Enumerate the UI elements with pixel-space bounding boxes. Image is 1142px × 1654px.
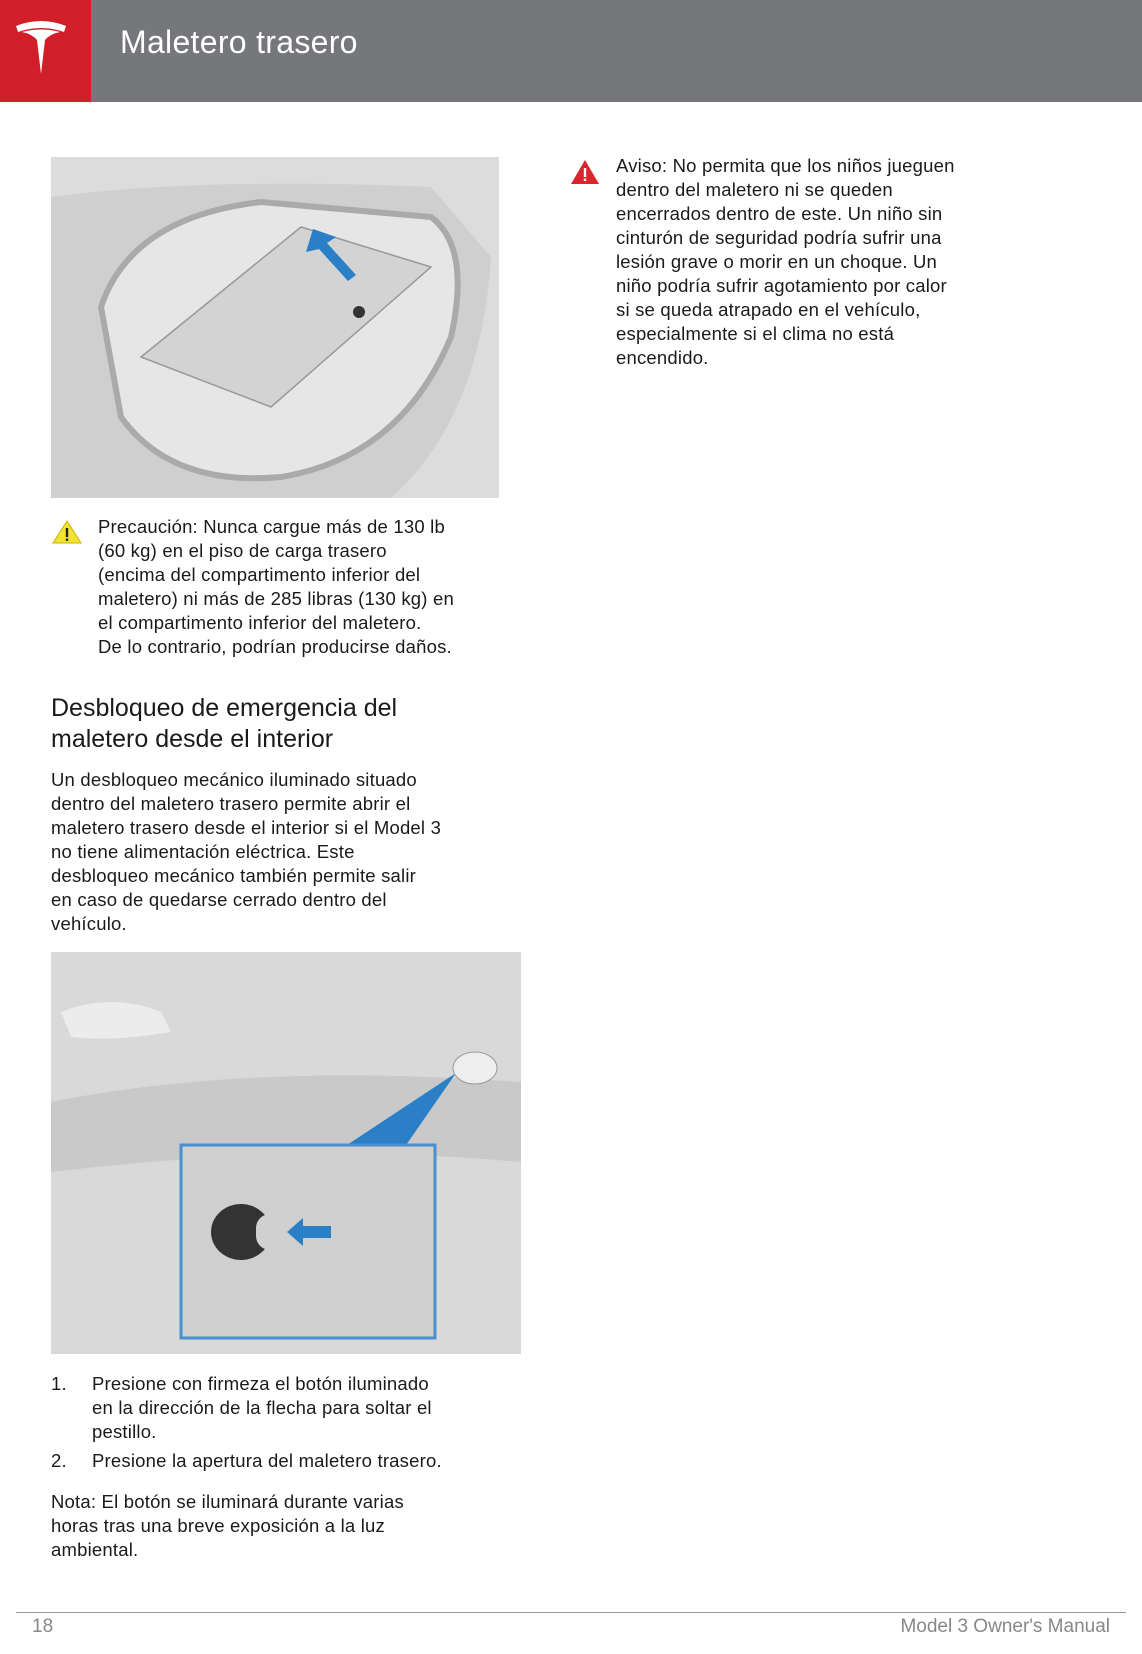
- warning-text: No permita que los niños jueguen dentro del maletero ni se queden encerrados dentro de este. Un niño sin cinturón de seguridad podría sufrir una lesión grave o morir en un choque. Un niño podría sufrir agotamiento por calor si se queda atrapado en el vehículo, especialmente si el clima no está encendido.: [616, 155, 955, 368]
- page-header: [0, 0, 1142, 102]
- note: [51, 1490, 404, 1562]
- warning-triangle-icon: [569, 158, 601, 191]
- step-text: Presione con firmeza el botón iluminado en la dirección de la flecha para soltar el pestillo.: [92, 1373, 432, 1442]
- step-item: [51, 1372, 442, 1444]
- caution-triangle-icon: [51, 519, 83, 550]
- step-text: Presione la apertura del maletero trasero.: [92, 1450, 442, 1471]
- caution-text: Nunca cargue más de 130 lb (60 kg) en el piso de carga trasero (encima del compartimento inferior del maletero) ni más de 285 libras (130 kg) en el compartimento inferior del maletero. De lo contrario, podrían producirse daños.: [98, 516, 454, 657]
- manual-title: Model 3 Owner's Manual: [900, 1616, 1110, 1637]
- section-heading: Desbloqueo de emergencia del maletero desde el interior: [51, 694, 398, 753]
- trunk-cargo-floor-illustration: [51, 157, 499, 498]
- note-label: Nota:: [51, 1491, 97, 1512]
- section-body: Un desbloqueo mecánico iluminado situado dentro del maletero trasero permite abrir el maletero trasero desde el interior si el Model 3 no tiene alimentación eléctrica. Este desbloqueo mecánico también permite salir en caso de quedarse cerrado dentro del vehículo.: [51, 769, 442, 934]
- emergency-release-illustration: [51, 952, 521, 1354]
- tesla-logo: [0, 0, 91, 102]
- caution-note: [51, 515, 521, 659]
- step-number: 2.: [51, 1450, 67, 1471]
- note-text: El botón se iluminará durante varias horas tras una breve exposición a la luz ambiental.: [51, 1491, 404, 1560]
- step-item: [51, 1449, 442, 1473]
- warning-note: [569, 154, 1069, 370]
- warning-label: Aviso:: [616, 155, 668, 176]
- page-number: 18: [32, 1616, 54, 1637]
- footer-divider: [16, 1612, 1126, 1613]
- step-number: 1.: [51, 1373, 67, 1394]
- steps-list: [51, 1372, 442, 1473]
- caution-label: Precaución:: [98, 516, 198, 537]
- page-title: Maletero trasero: [120, 24, 358, 60]
